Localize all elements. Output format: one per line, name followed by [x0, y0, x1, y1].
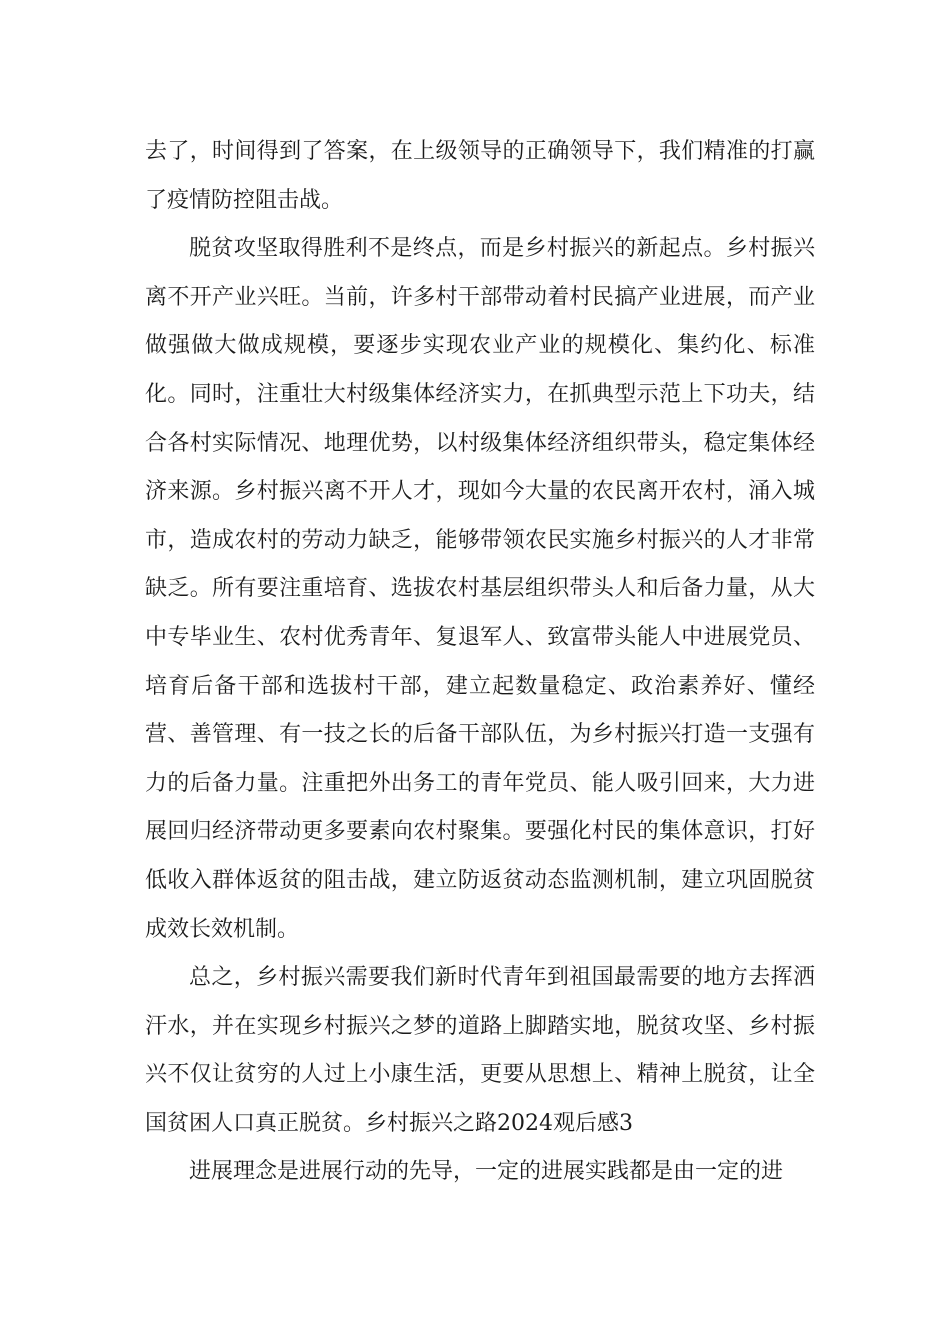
- paragraph-conclusion: 总之，乡村振兴需要我们新时代青年到祖国最需要的地方去挥洒汗水，并在实现乡村振兴之梦的道路上脚踏实地，脱贫攻坚、乡村振兴不仅让贫穷的人过上小康生活，更要从思想上、精神上脱贫，让全国贫困人口真正脱贫。乡村振兴之路2024观后感3: [145, 965, 815, 1136]
- document-body: [145, 128, 815, 1197]
- paragraph-development-concept: 进展理念是进展行动的先导，一定的进展实践都是由一定的进: [189, 1159, 784, 1185]
- paragraph-poverty-alleviation: 脱贫攻坚取得胜利不是终点，而是乡村振兴的新起点。乡村振兴离不开产业兴旺。当前，许多村干部带动着村民搞产业进展，而产业做强做大做成规模，要逐步实现农业产业的规模化、集约化、标准化。同时，注重壮大村级集体经济实力，在抓典型示范上下功夫，结合各村实际情况、地理优势，以村级集体经济组织带头，稳定集体经济来源。乡村振兴离不开人才，现如今大量的农民离开农村，涌入城市，造成农村的劳动力缺乏，能够带领农民实施乡村振兴的人才非常缺乏。所有要注重培育、选拔农村基层组织带头人和后备力量，从大中专毕业生、农村优秀青年、复退军人、致富带头能人中进展党员、培育后备干部和选拔村干部，建立起数量稳定、政治素养好、懂经营、善管理、有一技之长的后备干部队伍，为乡村振兴打造一支强有力的后备力量。注重把外出务工的青年党员、能人吸引回来，大力进展回归经济带动更多要素向农村聚集。要强化村民的集体意识，打好低收入群体返贫的阻击战，建立防返贫动态监测机制，建立巩固脱贫成效长效机制。: [145, 236, 815, 942]
- paragraph-continued: 去了，时间得到了答案，在上级领导的正确领导下，我们精准的打赢了疫情防控阻击战。: [145, 139, 815, 213]
